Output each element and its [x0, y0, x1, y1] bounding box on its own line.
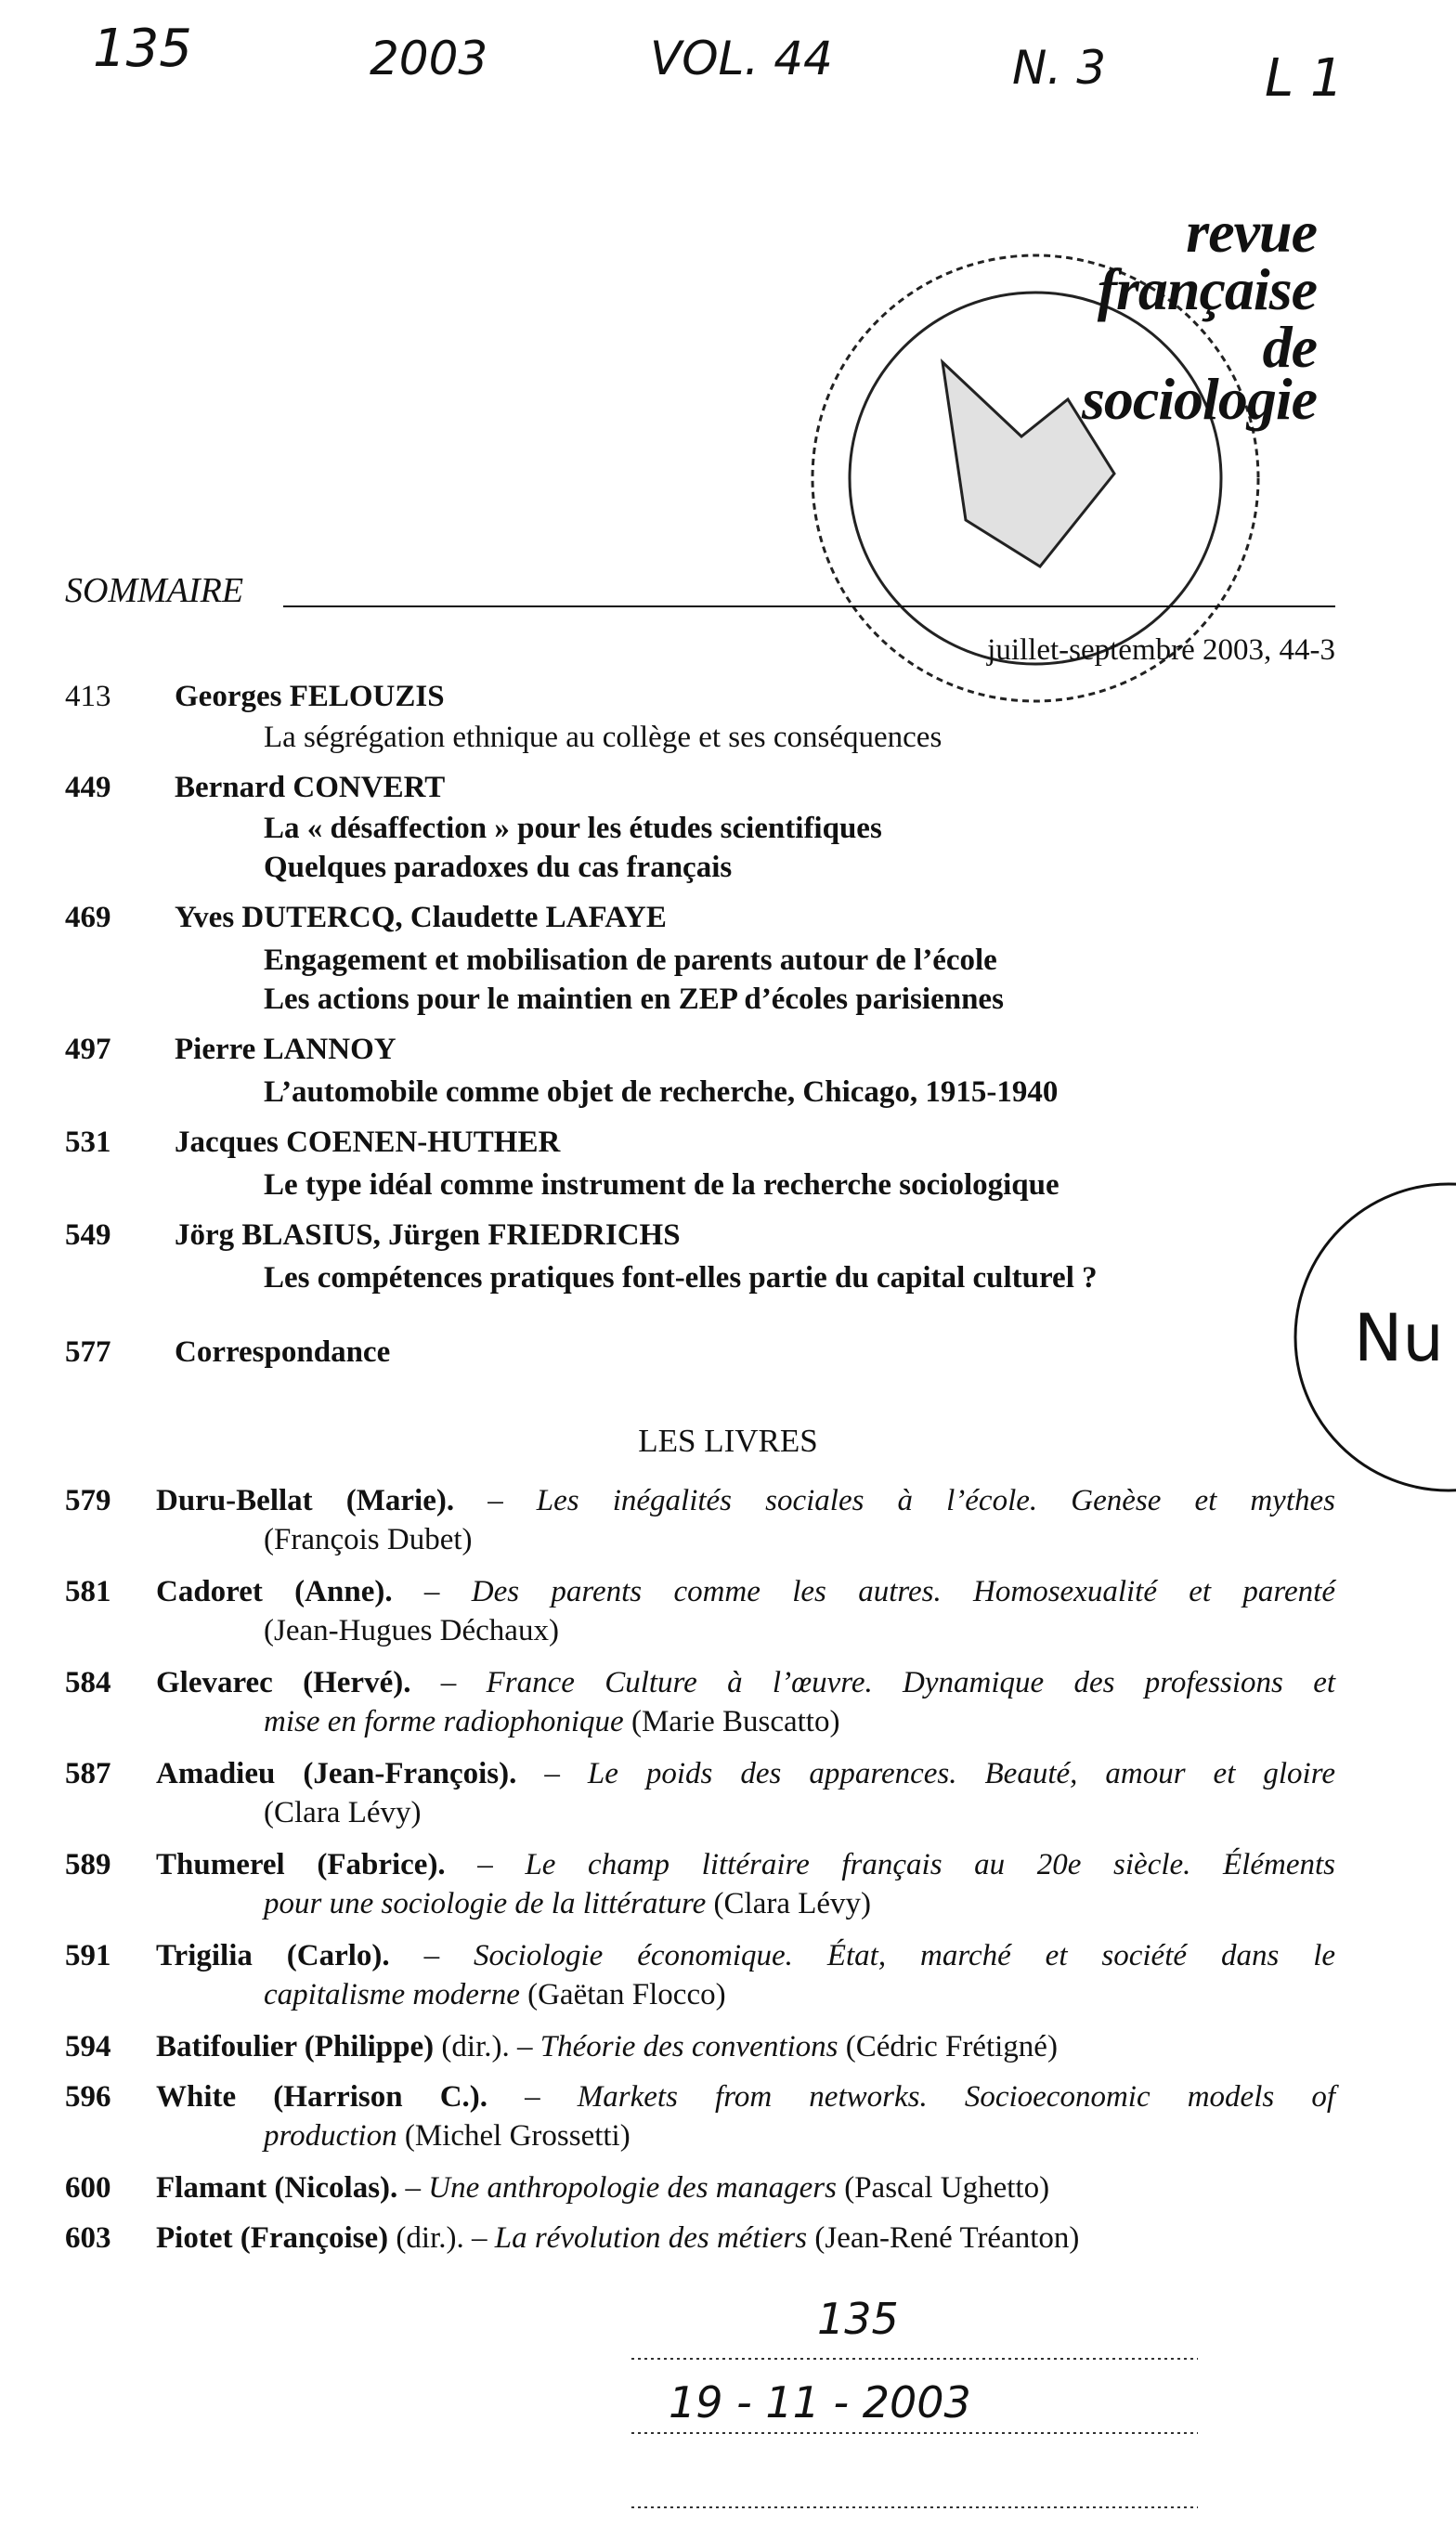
book-separator: – [454, 1484, 537, 1517]
book-title: Markets from networks. Socioeconomic models of [577, 2080, 1335, 2114]
books-section-title: LES LIVRES [638, 1423, 818, 1459]
article-author: Pierre LANNOY [175, 1033, 396, 1066]
book-author: Batifoulier (Philippe) [156, 2030, 435, 2063]
article-title: L’automobile comme objet de recherche, Chicago, 1915-1940 [264, 1075, 1059, 1109]
article-title: Les compétences pratiques font-elles partie du capital culturel ? [264, 1261, 1098, 1295]
book-page: 581 [65, 1575, 111, 1608]
article-author: Jacques COENEN-HUTHER [175, 1126, 561, 1159]
book-page: 584 [65, 1666, 111, 1699]
book-separator: – [445, 1848, 526, 1881]
handwritten-year: 2003 [370, 32, 488, 85]
book-separator: – [516, 1757, 588, 1790]
article-author: Jörg BLASIUS, Jürgen FRIEDRICHS [175, 1218, 681, 1252]
book-author: Duru-Bellat (Marie). [156, 1484, 455, 1517]
book-author: Trigilia (Carlo). [156, 1939, 390, 1972]
article-author: Georges FELOUZIS [175, 680, 445, 713]
book-dir: (dir.). [388, 2221, 464, 2255]
book-reviewer: (Pascal Ughetto) [844, 2171, 1050, 2205]
book-separator: – [463, 2221, 495, 2255]
article-author: Yves DUTERCQ, Claudette LAFAYE [175, 901, 667, 934]
book-separator: – [397, 2171, 429, 2205]
sommaire-label: SOMMAIRE [65, 571, 244, 610]
logo-revue: revue [1186, 199, 1317, 265]
logo-de: de [1262, 314, 1317, 380]
article-subtitle: Quelques paradoxes du cas français [264, 851, 733, 884]
book-title: Une anthropologie des managers [428, 2171, 837, 2205]
article-page: 413 [65, 680, 111, 713]
book-separator: – [389, 1939, 474, 1972]
book-reviewer: (Clara Lévy) [713, 1887, 872, 1920]
article-author: Correspondance [175, 1335, 391, 1369]
book-reviewer: (François Dubet) [264, 1523, 473, 1556]
article-title: Engagement et mobilisation de parents autour de l’école [264, 944, 997, 977]
book-page: 589 [65, 1848, 111, 1881]
book-reviewer: (Marie Buscatto) [630, 1705, 840, 1738]
book-page: 600 [65, 2171, 111, 2205]
book-author: Piotet (Françoise) [156, 2221, 389, 2255]
book-page: 587 [65, 1757, 111, 1790]
book-separator: – [392, 1575, 472, 1608]
book-title: Le champ littéraire français au 20e siècle. Éléments [525, 1848, 1335, 1881]
book-page: 594 [65, 2030, 111, 2063]
logo-sociologie: sociologie [1081, 366, 1317, 432]
book-author: Amadieu (Jean-François). [156, 1757, 517, 1790]
book-separator: – [509, 2030, 540, 2063]
book-title: Les inégalités sociales à l’école. Genèse et mythes [536, 1484, 1335, 1517]
register-number: 135 [817, 2294, 899, 2344]
book-title: Le poids des apparences. Beauté, amour et gloire [587, 1757, 1335, 1790]
article-page: 577 [65, 1335, 111, 1369]
book-page: 579 [65, 1484, 111, 1517]
article-page: 497 [65, 1033, 111, 1066]
book-reviewer: (Michel Grossetti) [404, 2119, 630, 2153]
article-title: La ségrégation ethnique au collège et ses conséquences [264, 721, 942, 754]
book-separator: – [488, 2080, 578, 2114]
register-date: 19 - 11 - 2003 [669, 2377, 971, 2427]
book-title: La révolution des métiers [494, 2221, 808, 2255]
book-title: Sociologie économique. État, marché et société dans le [474, 1939, 1336, 1972]
book-title-cont: pour une sociologie de la littérature [264, 1887, 707, 1920]
book-title: France Culture à l’œuvre. Dynamique des professions et [486, 1666, 1336, 1699]
book-title-cont: production [264, 2119, 397, 2153]
handwritten-circle-mark: Nu [1354, 1300, 1444, 1376]
book-title-cont: capitalisme moderne [264, 1978, 520, 2011]
article-title: La « désaffection » pour les études scientifiques [264, 812, 882, 845]
book-separator: – [410, 1666, 487, 1699]
handwritten-mark: L 1 [1265, 48, 1344, 109]
book-reviewer: (Jean-Hugues Déchaux) [264, 1614, 559, 1647]
handwritten-number: 135 [93, 19, 192, 79]
article-page: 531 [65, 1126, 111, 1159]
book-author: Glevarec (Hervé). [156, 1666, 411, 1699]
issue-date: juillet-septembre 2003, 44-3 [987, 633, 1335, 667]
book-reviewer: (Clara Lévy) [264, 1796, 422, 1829]
book-title: Des parents comme les autres. Homosexualité et parenté [471, 1575, 1335, 1608]
book-author: Thumerel (Fabrice). [156, 1848, 446, 1881]
book-reviewer: (Cédric Frétigné) [845, 2030, 1058, 2063]
article-subtitle: Les actions pour le maintien en ZEP d’écoles parisiennes [264, 983, 1004, 1016]
handwritten-volume: VOL. 44 [650, 32, 833, 85]
article-page: 549 [65, 1218, 111, 1252]
book-page: 603 [65, 2221, 111, 2255]
book-reviewer: (Jean-René Tréanton) [814, 2221, 1080, 2255]
book-page: 591 [65, 1939, 111, 1972]
book-author: White (Harrison C.). [156, 2080, 488, 2114]
book-author: Cadoret (Anne). [156, 1575, 393, 1608]
book-page: 596 [65, 2080, 111, 2114]
book-reviewer: (Gaëtan Flocco) [527, 1978, 726, 2011]
article-author: Bernard CONVERT [175, 771, 446, 804]
article-page: 469 [65, 901, 111, 934]
handwritten-issue: N. 3 [1012, 41, 1107, 95]
article-title: Le type idéal comme instrument de la recherche sociologique [264, 1168, 1060, 1202]
book-title-cont: mise en forme radiophonique [264, 1705, 624, 1738]
book-dir: (dir.). [434, 2030, 510, 2063]
logo-francaise: française [1097, 256, 1317, 322]
article-page: 449 [65, 771, 111, 804]
book-author: Flamant (Nicolas). [156, 2171, 398, 2205]
book-title: Théorie des conventions [540, 2030, 838, 2063]
